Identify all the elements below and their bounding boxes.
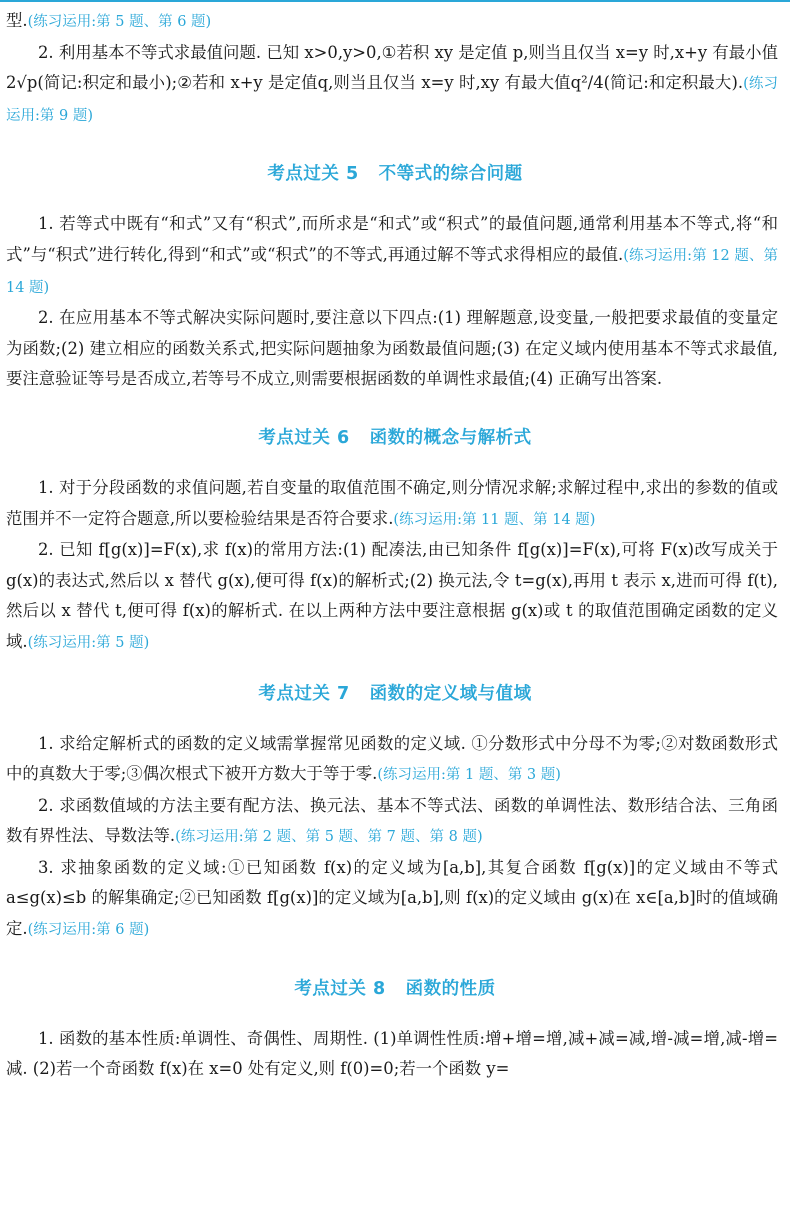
paragraph: 2. 在应用基本不等式解决实际问题时,要注意以下四点:(1) 理解题意,设变量,一般把要求最值的变量定为函数;(2) 建立相应的函数关系式,把实际问题抽象为函数最值问题;(3) 在定义域内使用基本不等式求最值,要注意验证等号是否成立,若等号不成立,则需要根据函数的单调性求最值;(4) 正确写出答案. [6,308,778,389]
practice-reference: (练习运用:第 11 题、第 14 题) [393,511,596,528]
practice-reference: (练习运用:第 5 题、第 6 题) [27,14,212,30]
paragraph: 2. 利用基本不等式求最值问题. 已知 x>0,y>0,①若积 xy 是定值 p,则当且仅当 x=y 时,x+y 有最小值 2√p(简记:积定和最小);②若和 x+y 是定值q,则当且仅当 x=y 时,xy 有最大值q²/4(简记:和定积最大).(练习运用:第 9 题) [6,42,778,124]
document-page [0,6,790,1085]
paragraph: 1. 对于分段函数的求值问题,若自变量的取值范围不确定,则分情况求解;求解过程中,求出的参数的值或范围并不一定符合题意,所以要检验结果是否符合要求.(练习运用:第 11 题、第 14 题) [6,477,778,528]
section-heading: 考点过关 8 函数的性质 [294,978,496,999]
paragraph: 2. 求函数值域的方法主要有配方法、换元法、基本不等式法、函数的单调性法、数形结合法、三角函数有界性法、导数法等.(练习运用:第 2 题、第 5 题、第 7 题、第 8 题) [6,795,778,846]
practice-reference: (练习运用:第 2 题、第 5 题、第 7 题、第 8 题) [175,829,483,846]
practice-reference: (练习运用:第 9 题) [6,76,778,124]
practice-reference: (练习运用:第 5 题) [27,634,150,651]
section-heading: 考点过关 5 不等式的综合问题 [267,164,523,185]
paragraph: 3. 求抽象函数的定义域:①已知函数 f(x)的定义域为[a,b],其复合函数 f[g(x)]的定义域由不等式 a≤g(x)≤b 的解集确定;②已知函数 f[g(x)]的定义域为[a,b],则 f(x)的定义域由 g(x)在 x∈[a,b]时的值域确定.(练习运用:第 6 题) [6,857,778,939]
practice-reference: (练习运用:第 6 题) [27,922,150,939]
paragraph: 1. 函数的基本性质:单调性、奇偶性、周期性. (1)单调性性质:增+增=增,减+减=减,增-减=增,减-增=减. (2)若一个奇函数 f(x)在 x=0 处有定义,则 f(0)=0;若一个函数 y= [6,1028,778,1079]
paragraph: 1. 若等式中既有“和式”又有“积式”,而所求是“和式”或“积式”的最值问题,通常利用基本不等式,将“和式”与“积式”进行转化,得到“和式”或“积式”的不等式,再通过解不等式求得相应的最值.(练习运用:第 12 题、第 14 题) [6,214,778,296]
section-heading: 考点过关 6 函数的概念与解析式 [258,427,532,448]
practice-reference: (练习运用:第 12 题、第 14 题) [6,247,778,296]
top-rule [0,0,790,2]
practice-reference: (练习运用:第 1 题、第 3 题) [377,767,561,784]
paragraph: 型.(练习运用:第 5 题、第 6 题) [6,11,212,30]
paragraph: 1. 求给定解析式的函数的定义域需掌握常见函数的定义域. ①分数形式中分母不为零;②对数函数形式中的真数大于零;③偶次根式下被开方数大于等于零.(练习运用:第 1 题、第 3 题) [6,733,778,784]
section-heading: 考点过关 7 函数的定义域与值域 [258,683,532,704]
paragraph: 2. 已知 f[g(x)]=F(x),求 f(x)的常用方法:(1) 配凑法,由已知条件 f[g(x)]=F(x),可将 F(x)改写成关于 g(x)的表达式,然后以 x 替代 g(x),便可得 f(x)的解析式;(2) 换元法,令 t=g(x),再用 t 表示 x,进而可得 f(t),然后以 x 替代 t,便可得 f(x)的解析式. 在以上两种方法中要注意根据 g(x)或 t 的取值范围确定函数的定义域.(练习运用:第 5 题) [6,540,778,651]
